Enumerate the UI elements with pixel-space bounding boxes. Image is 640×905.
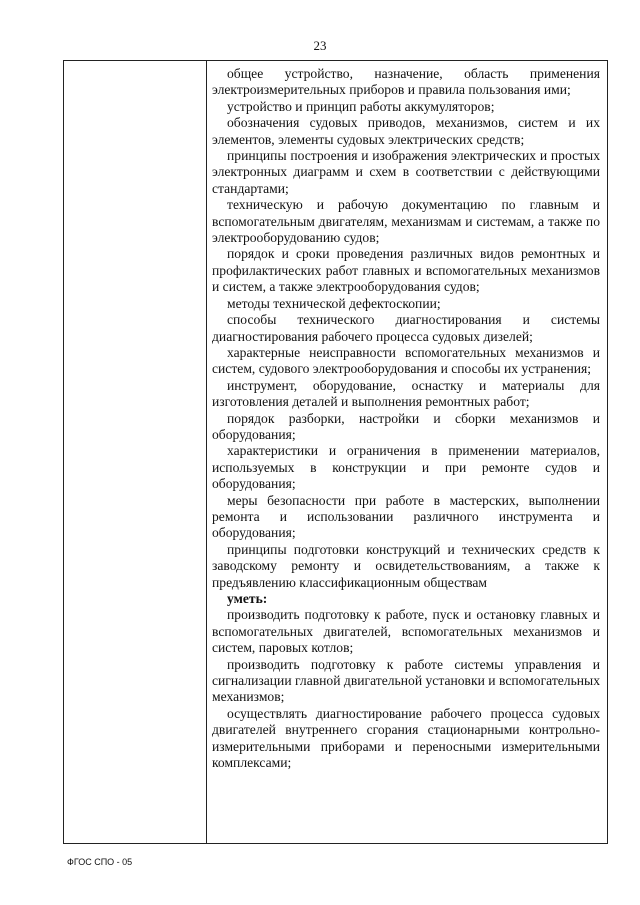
requirement-item: производить подготовку к работе, пуск и остановку главных и вспомогательных двигателей, вспомогательных механизмов и систем, паровых котлов; [212, 607, 600, 656]
requirement-item: способы технического диагностирования и системы диагностирования рабочего процесса судовых дизелей; [212, 312, 600, 344]
requirement-item: инструмент, оборудование, оснастку и материалы для изготовления деталей и выполнения ремонтных работ; [212, 377, 600, 410]
requirement-item: принципы подготовки конструкций и технических средств к заводскому ремонту и освидетельствованиям, а также к предъявлению классификационным обществам [212, 541, 600, 590]
requirement-item: меры безопасности при работе в мастерских, выполнении ремонта и использовании различного инструмента и оборудования; [212, 492, 600, 541]
requirement-item: осуществлять диагностирование рабочего процесса судовых двигателей внутреннего сгорания стационарными контрольно-измерительными приборами и переносными измерительными комплексами; [212, 705, 600, 771]
requirement-item: порядок разборки, настройки и сборки механизмов и оборудования; [212, 410, 600, 442]
requirement-item: производить подготовку к работе системы управления и сигнализации главной двигательной установки и вспомогательных механизмов; [212, 656, 600, 705]
section-heading-umet: уметь: [227, 591, 268, 606]
footer-label: ФГОС СПО - 05 [67, 857, 133, 867]
standards-table [63, 60, 608, 844]
requirement-item: обозначения судовых приводов, механизмов, систем и их элементов, элементы судовых электрических средств; [212, 115, 600, 147]
requirement-item: принципы построения и изображения электрических и простых электронных диаграмм и схем в соответствии с действующими стандартами; [212, 148, 600, 196]
requirement-item: характеристики и ограничения в применении материалов, используемых в конструкции и при ремонте судов и оборудования; [212, 443, 600, 492]
page-number: 23 [313, 38, 327, 53]
requirement-item: общее устройство, назначение, область применения электроизмерительных приборов и правила пользования ими; [212, 66, 600, 98]
requirement-item: характерные неисправности вспомогательных механизмов и систем, судового электрооборудования и способы их устранения; [212, 344, 600, 377]
requirement-item: устройство и принцип работы аккумуляторов; [227, 98, 495, 114]
column-divider [206, 61, 207, 843]
requirements-cell [212, 66, 600, 771]
requirement-item: техническую и рабочую документацию по главным и вспомогательным двигателям, механизмам и системам, а также по электрооборудованию судов; [212, 197, 600, 246]
requirement-item: порядок и сроки проведения различных видов ремонтных и профилактических работ главных и вспомогательных механизмов и систем, а также электрооборудования судов; [212, 246, 600, 295]
requirement-item: методы технической дефектоскопии; [227, 295, 441, 311]
